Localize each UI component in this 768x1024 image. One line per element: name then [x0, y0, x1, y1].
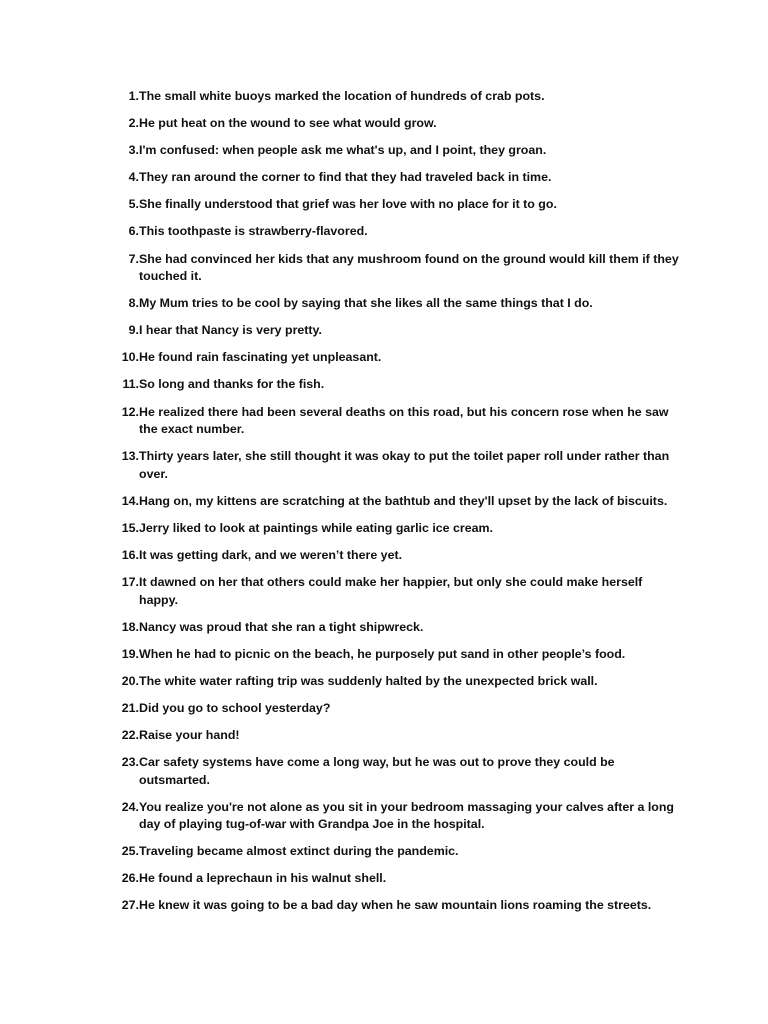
item-number-label: 22. — [121, 727, 139, 742]
item-number — [104, 196, 139, 214]
item-text: This toothpaste is strawberry-flavored. — [139, 224, 368, 239]
item-number — [104, 574, 139, 592]
item-number-label: 12. — [121, 404, 139, 419]
list-item — [104, 404, 684, 439]
list-item — [104, 646, 684, 664]
item-number — [104, 349, 139, 367]
item-text: The white water rafting trip was suddenly halted by the unexpected brick wall. — [139, 673, 598, 688]
item-text: Did you go to school yesterday? — [139, 700, 331, 715]
list-item — [104, 619, 684, 637]
item-text: Car safety systems have come a long way, but he was out to prove they could be outsmarted. — [139, 755, 615, 787]
item-text: It dawned on her that others could make her happier, but only she could make herself happy. — [139, 575, 643, 607]
item-text: He realized there had been several deaths on this road, but his concern rose when he saw the exact number. — [139, 404, 669, 437]
item-number-label: 23. — [121, 755, 139, 770]
item-number-label: 13. — [121, 449, 139, 464]
item-number-label: 11. — [122, 377, 139, 392]
item-number-label: 14. — [121, 493, 139, 508]
item-number-label: 1. — [128, 89, 139, 103]
list-item — [104, 870, 684, 888]
item-number — [104, 251, 139, 269]
item-text: Raise your hand! — [139, 727, 240, 742]
item-number — [104, 493, 139, 511]
list-item — [104, 115, 684, 133]
list-item — [104, 799, 684, 834]
item-text: You realize you're not alone as you sit in your bedroom massaging your calves after a long day of playing tug-of-war with Grandpa Joe in the hospital. — [139, 799, 674, 832]
list-item — [104, 574, 684, 609]
sentence-list — [104, 88, 684, 925]
item-text: When he had to picnic on the beach, he purposely put sand in other people’s food. — [139, 646, 626, 661]
item-number — [104, 404, 139, 422]
item-text: Jerry liked to look at paintings while eating garlic ice cream. — [139, 520, 493, 535]
item-number — [104, 322, 139, 340]
item-text: Hang on, my kittens are scratching at the bathtub and they'll upset by the lack of biscuits. — [139, 493, 668, 508]
list-item — [104, 223, 684, 241]
item-number — [104, 295, 139, 313]
list-item — [104, 520, 684, 538]
item-number-label: 18. — [121, 619, 139, 634]
list-item — [104, 754, 684, 789]
item-number — [104, 547, 139, 565]
item-number-label: 16. — [121, 547, 139, 562]
item-number — [104, 520, 139, 538]
item-text: He found a leprechaun in his walnut shell. — [139, 871, 387, 886]
item-number-label: 5. — [128, 197, 139, 212]
item-number — [104, 115, 139, 133]
item-text: Nancy was proud that she ran a tight shipwreck. — [139, 619, 424, 634]
list-item — [104, 700, 684, 718]
list-item — [104, 376, 684, 394]
item-number-label: 9. — [128, 323, 139, 338]
list-item — [104, 88, 684, 106]
item-text: The small white buoys marked the location of hundreds of crab pots. — [139, 89, 545, 103]
item-text: He knew it was going to be a bad day when he saw mountain lions roaming the streets. — [139, 898, 652, 913]
list-item — [104, 843, 684, 861]
item-number-label: 4. — [128, 170, 139, 185]
list-item — [104, 322, 684, 340]
list-item — [104, 349, 684, 367]
list-item — [104, 673, 684, 691]
item-number-label: 19. — [121, 646, 139, 661]
item-number-label: 7. — [128, 251, 139, 266]
item-number-label: 10. — [121, 350, 139, 365]
item-number — [104, 448, 139, 466]
item-text: She had convinced her kids that any mushroom found on the ground would kill them if they touched it. — [139, 251, 679, 284]
list-item — [104, 295, 684, 313]
item-text: He found rain fascinating yet unpleasant. — [139, 350, 382, 365]
item-number — [104, 88, 139, 106]
item-text: My Mum tries to be cool by saying that she likes all the same things that I do. — [139, 296, 593, 311]
item-number — [104, 619, 139, 637]
list-item — [104, 169, 684, 187]
item-text: He put heat on the wound to see what would grow. — [139, 116, 437, 131]
list-item — [104, 897, 684, 915]
item-number-label: 2. — [128, 116, 139, 131]
list-item — [104, 547, 684, 565]
item-number-label: 24. — [121, 799, 139, 814]
item-number-label: 21. — [121, 700, 139, 715]
list-item — [104, 493, 684, 511]
item-number — [104, 799, 139, 817]
item-number-label: 20. — [121, 673, 139, 688]
item-text: It was getting dark, and we weren’t there yet. — [139, 547, 403, 562]
list-item — [104, 196, 684, 214]
item-number-label: 26. — [121, 871, 139, 886]
item-number-label: 15. — [121, 520, 139, 535]
item-number-label: 27. — [121, 898, 139, 913]
item-number-label: 17. — [121, 575, 139, 589]
item-number — [104, 754, 139, 772]
item-number — [104, 673, 139, 691]
item-text: Thirty years later, she still thought it was okay to put the toilet paper roll under rather than over. — [139, 449, 670, 481]
list-item — [104, 251, 684, 286]
item-number-label: 6. — [128, 224, 139, 239]
item-number — [104, 223, 139, 241]
item-text: So long and thanks for the fish. — [139, 377, 325, 392]
item-text: They ran around the corner to find that they had traveled back in time. — [139, 170, 552, 185]
item-number-label: 8. — [128, 296, 139, 311]
item-number — [104, 870, 139, 888]
item-number — [104, 727, 139, 745]
item-text: I'm confused: when people ask me what's up, and I point, they groan. — [139, 143, 547, 158]
item-number — [104, 142, 139, 160]
item-number-label: 3. — [128, 143, 139, 158]
item-number — [104, 700, 139, 718]
item-text: She finally understood that grief was her love with no place for it to go. — [139, 197, 557, 212]
item-number — [104, 646, 139, 664]
item-text: Traveling became almost extinct during the pandemic. — [139, 844, 459, 859]
item-number — [104, 897, 139, 915]
list-item — [104, 727, 684, 745]
list-item — [104, 448, 684, 483]
item-text: I hear that Nancy is very pretty. — [139, 323, 322, 338]
item-number — [104, 376, 139, 394]
list-item — [104, 142, 684, 160]
item-number — [104, 169, 139, 187]
item-number-label: 25. — [121, 844, 139, 859]
item-number — [104, 843, 139, 861]
